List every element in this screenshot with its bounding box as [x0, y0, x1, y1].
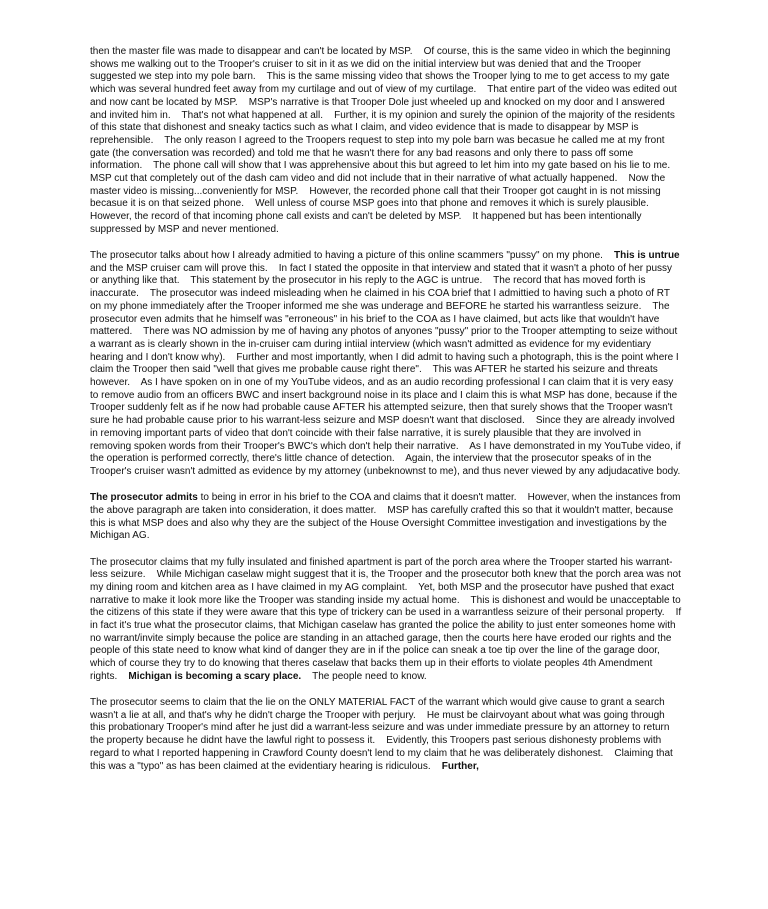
paragraph-4 [90, 557, 682, 684]
paragraph-2-text-b: and the MSP cruiser cam will prove this. In fact I stated the opposite in that interview and stated that it wasn't a photo of her pussy or anything like that. This statement by the prosecutor in his reply to the AGC is untrue. The record that has moved forth is inaccurate. The prosecutor was indeed misleading when he claimed in his COA brief that I admittied to having such a photo of RT on my phone immediately after the Trooper informed me she was underage and BEFORE he started his warrantless seizure. The prosecutor even admits that he himself was "erroneous" in his brief to the COA as I have claimed, but acts like that wouldn't have mattered. There was NO admission by me of having any photos of anyones "pussy" prior to the Trooper attempting to seize without a warrant as is clearly shown in the in-cruiser cam during intiial interview (which wasn't admitted as evidence for my evidentiary hearing and I don't know why). Further and most importantly, when I did admit to having such a photograph, this is the point where I claim the Trooper then said "well that gives me probable cause right there". This was AFTER he started his seizure and threats however. As I have spoken on in one of my YouTube videos, and as an audio recording professional I can claim that it is very easy to remove audio from an officers BWC and insert background noise in its place and I claim this is what MSP has done, because if the Trooper suddenly felt as if he now had probable cause AFTER his attempted seizure, then that surely shows that the Trooper wasn't sure he had probable cause prior to his warrant-less seizure and MSP doesn't want that disclosed. Since they are already involved in removing important parts of video that don't coincide with their false narrative, it is surely plausible that they are involved in removing spoken words from their Trooper's BWC's which don't help their narrative. As I have demonstrated in my YouTube video, if the operation is performed correctly, there's little chance of detection. Again, the interview that the prosecutor speaks of in the Trooper's cruiser wasn't admitted as evidence by my attorney (unbeknownst to me), and thus never viewed by any adjudacative body. [90, 250, 684, 477]
paragraph-5 [90, 697, 682, 773]
paragraph-3 [90, 492, 682, 543]
paragraph-5-bold-further: Further, [441, 760, 479, 772]
paragraph-4-text-a: The prosecutor claims that my fully insulated and finished apartment is part of the porch area where the Trooper started his warrant-less seizure. While Michigan caselaw might suggest that it is, the Trooper and the prosecutor both knew that the porch area was not my dining room and kitchen area as I have claimed in my AG complaint. Yet, both MSP and the prosecutor have pushed that exact narrative to make it look more like the Trooper was standing inside my actual home. This is dishonest and would be unacceptable to the citizens of this state if they were aware that this type of trickery can be used in a warrantless seizure of their personal property. If in fact it's true what the prosecutor claims, that Michigan caselaw has granted the police the ability to just enter someones home with no warrant/invite simply because the police are standing in an attached garage, then the courts here have eroded our rights and the people of this state need to know what kind of danger they are in if the police can sneak a toe tip over the line of the garage door, which of course they try to do knowing that theres caselaw that backs them up in their efforts to violate peoples 4th Amendment rights. [90, 556, 684, 682]
paragraph-5-text: The prosecutor seems to claim that the lie on the ONLY MATERIAL FACT of the warrant which would give cause to grant a search wasn't a lie at all, and that's why he didn't charge the Trooper with perjury. He must be clairvoyant about what was going through this probationary Trooper's mind after he just did a warrant-less seizure and was under immediate pressure by an attorney to return the property because he didnt have the lawful right to possess it. Evidently, this Troopers past serious dishonesty problems with regard to what I reported happening in Crawford County doesn't lend to my claim that he was deliberately dishonest. Claiming that this was a "typo" as has been claimed at the evidentiary hearing is ridiculous. [90, 697, 676, 772]
paragraph-2-bold-this-is-untrue: This is untrue [614, 250, 680, 262]
paragraph-4-text-b: The people need to know. [301, 670, 427, 682]
paragraph-2 [90, 250, 682, 479]
paragraph-1-text: then the master file was made to disappear and can't be located by MSP. Of course, this is the same video in which the beginning shows me walking out to the Trooper's cruiser to sit in it as we did on the initial interview but was denied that and the Trooper suggested we step into my pole barn. This is the same missing video that shows the Trooper lying to me to get access to my gate which was several hundred feet away from my curtilage and out of view of my curtilage. That entire part of the video was edited out and now cant be located by MSP. MSP's narrative is that Trooper Dole just wheeled up and knocked on my door and I answered and invited him in. That's not what happened at all. Further, it is my opinion and surely the opinion of the majority of the residents of this state that dishonest and sneaky tactics such as what I claim, and video evidence that is made to disappear by MSP is reprehensible. The only reason I agreed to the Troopers request to step into my pole barn was becasue he called me at my front gate (the conversation was recorded) and told me that he wasn't there for any bad reasons and only there to pass off some information. The phone call will show that I was apprehensive about this but agreed to let him into my gate based on his lie to me. MSP cut that completely out of the dash cam video and did not include that in their narrative of what actually happened. Now the master video is missing...conveniently for MSP. However, the recorded phone call that their Trooper got caught in is not missing becasue it is on that seized phone. Well unless of course MSP goes into that phone and removes it which is surely plausible. However, the record of that incoming phone call exists and can't be deleted by MSP. It happened but has been intentionally suppressed by MSP and never mentioned. [90, 46, 682, 235]
paragraph-3-bold-prosecutor-admits: The prosecutor admits [90, 492, 198, 504]
paragraph-1 [90, 46, 682, 237]
paragraph-2-text-a: The prosecutor talks about how I already admitied to having a picture of this online scammers "pussy" on my phone. [90, 250, 615, 262]
paragraph-4-bold-scary-place: Michigan is becoming a scary place. [128, 670, 302, 682]
paragraph-3-text: to being in error in his brief to the COA and claims that it doesn't matter. However, when the instances from the above paragraph are taken into consideration, it does matter. MSP has carefully crafted this so that it wouldn't matter, because this is what MSP does and also why they are the subject of the House Oversight Committee investigation and investigations by the Michigan AG. [90, 492, 684, 542]
